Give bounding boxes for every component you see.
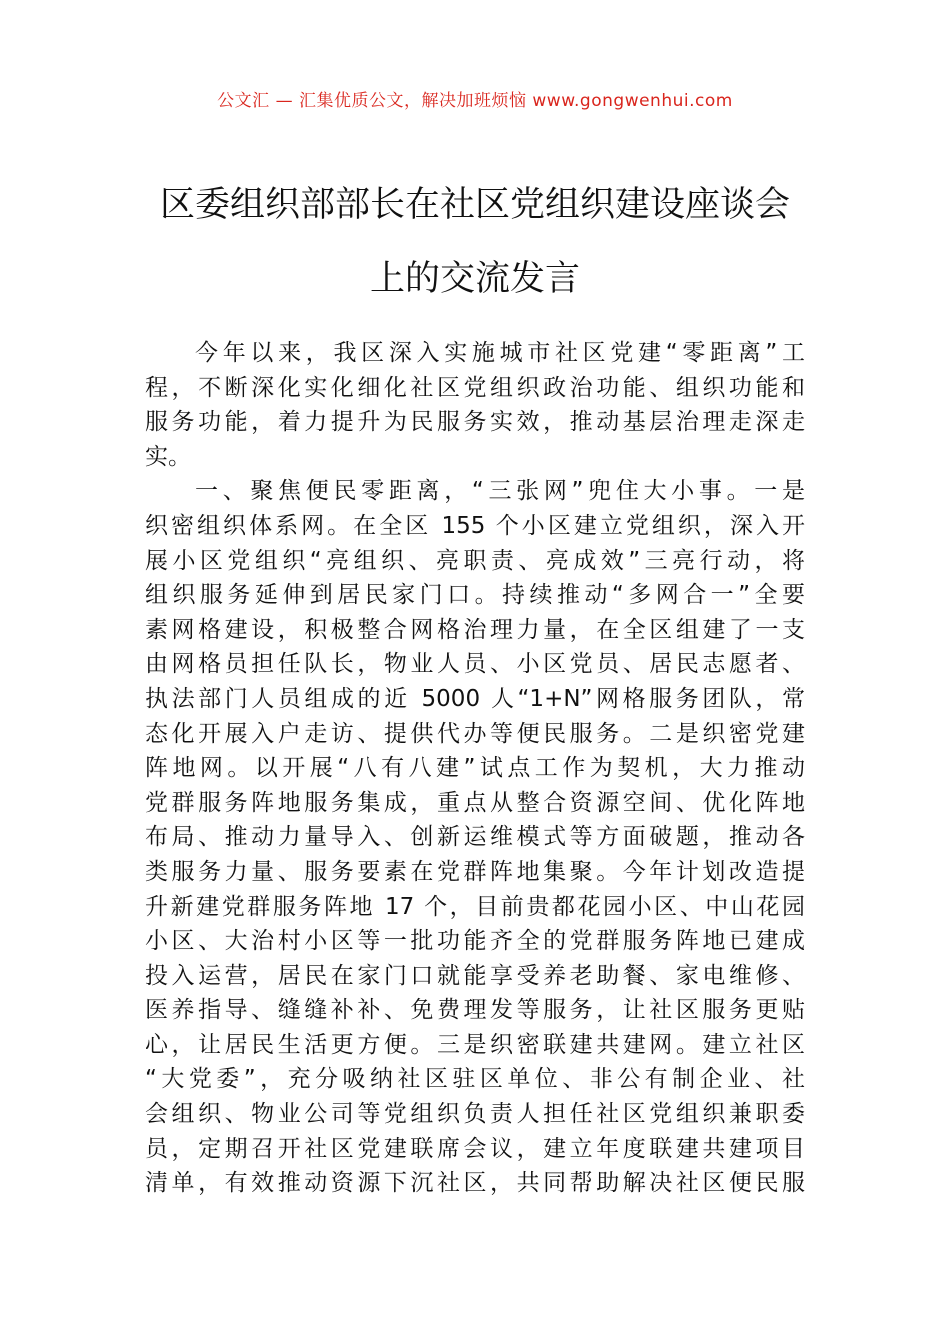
text-line: 清单，有效推动资源下沉社区，共同帮助解决社区便民服 [145,1170,805,1197]
text-line: 类服务力量、服务要素在党群阵地集聚。今年计划改造提 [145,858,805,885]
text-line: 今年以来，我区深入实施城市社区党建“零距离”工 [195,340,805,366]
text-line: 织密组织体系网。在全区 155 个小区建立党组织，深入开 [145,512,805,539]
text-line: 实。 [145,443,191,470]
text-line: 由网格员担任队长，物业人员、小区党员、居民志愿者、 [145,651,805,678]
text-line: 展小区党组织“亮组织、亮职责、亮成效”三亮行动，将 [145,547,805,574]
text-line: 医养指导、缝缝补补、免费理发等服务，让社区服务更贴 [145,997,805,1024]
document-body [145,336,805,1201]
text-line: “大党委”，充分吸纳社区驻区单位、非公有制企业、社 [145,1066,805,1093]
document-title [145,168,805,316]
text-line: 程，不断深化实化细化社区党组织政治功能、组织功能和 [145,374,805,401]
text-line: 投入运营，居民在家门口就能享受养老助餐、家电维修、 [145,962,805,989]
title-line: 上的交流发言 [369,259,580,299]
text-line: 党群服务阵地服务集成，重点从整合资源空间、优化阵地 [145,789,805,816]
text-line: 心，让居民生活更方便。三是织密联建共建网。建立社区 [145,1031,805,1058]
site-banner: 公文汇 — 汇集优质公文，解决加班烦恼 www.gongwenhui.com [217,91,733,111]
text-line: 会组织、物业公司等党组织负责人担任社区党组织兼职委 [145,1101,805,1128]
text-line: 态化开展入户走访、提供代办等便民服务。二是织密党建 [145,720,805,747]
text-line: 执法部门人员组成的近 5000 人“1+N”网格服务团队，常 [145,685,805,712]
text-line: 升新建党群服务阵地 17 个，目前贵都花园小区、中山花园 [145,893,805,920]
text-line: 服务功能，着力提升为民服务实效，推动基层治理走深走 [145,409,805,436]
text-line: 一、聚焦便民零距离，“三张网”兜住大小事。一是 [195,478,805,505]
text-line: 员，定期召开社区党建联席会议，建立年度联建共建项目 [145,1135,805,1162]
text-line: 组织服务延伸到居民家门口。持续推动“多网合一”全要 [145,582,805,609]
text-line: 小区、大治村小区等一批功能齐全的党群服务阵地已建成 [145,928,805,955]
text-line: 素网格建设，积极整合网格治理力量，在全区组建了一支 [145,616,805,643]
text-line: 布局、推动力量导入、创新运维模式等方面破题，推动各 [145,824,805,851]
title-line: 区委组织部部长在社区党组织建设座谈会 [159,185,790,225]
text-line: 阵地网。以开展“八有八建”试点工作为契机，大力推动 [145,755,805,782]
